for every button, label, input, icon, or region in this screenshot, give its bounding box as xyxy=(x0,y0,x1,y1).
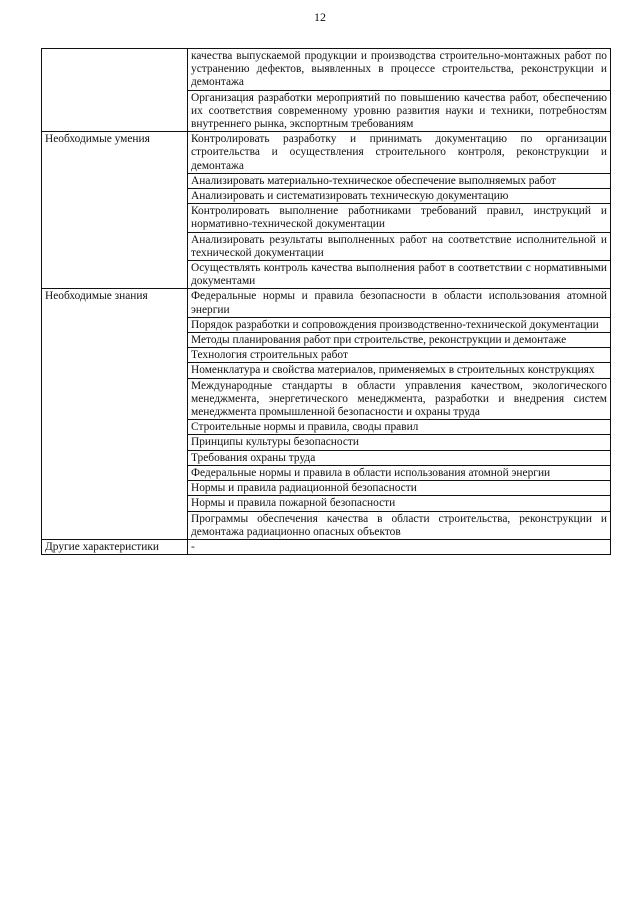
requirement-item: Международные стандарты в области управления качеством, экологического менеджмента, энергетического менеджмента, разработки и внедрения систем менеджмента промышленной безопасности и охраны труда xyxy=(188,378,611,420)
requirement-item: Анализировать и систематизировать техническую документацию xyxy=(188,189,611,204)
requirement-item: Нормы и правила пожарной безопасности xyxy=(188,496,611,511)
requirement-item: Федеральные нормы и правила в области использования атомной энергии xyxy=(188,465,611,480)
requirement-item: Федеральные нормы и правила безопасности в области использования атомной энергии xyxy=(188,289,611,317)
section-label xyxy=(42,49,188,132)
requirement-item: Осуществлять контроль качества выполнения работ в соответствии с нормативными документами xyxy=(188,261,611,289)
page-number: 12 xyxy=(314,10,326,24)
requirement-item: - xyxy=(188,539,611,554)
section-label: Необходимые знания xyxy=(42,289,188,539)
requirement-item: Порядок разработки и сопровождения производственно-технической документации xyxy=(188,317,611,332)
table-row xyxy=(42,132,611,174)
requirement-item: Номенклатура и свойства материалов, применяемых в строительных конструкциях xyxy=(188,363,611,378)
requirement-item: Программы обеспечения качества в области строительства, реконструкции и демонтажа радиационно опасных объектов xyxy=(188,511,611,539)
section-label: Необходимые умения xyxy=(42,132,188,289)
requirement-item: Строительные нормы и правила, своды правил xyxy=(188,420,611,435)
requirement-item: качества выпускаемой продукции и производства строительно-монтажных работ по устранению дефектов, выявленных в процессе строительства, реконструкции и демонтажа xyxy=(188,49,611,91)
section-label: Другие характеристики xyxy=(42,539,188,554)
qualification-table-body xyxy=(42,49,611,555)
requirement-item: Технология строительных работ xyxy=(188,348,611,363)
table-row xyxy=(42,49,611,91)
requirement-item: Анализировать результаты выполненных работ на соответствие исполнительной и технической документации xyxy=(188,232,611,260)
requirement-item: Требования охраны труда xyxy=(188,450,611,465)
table-row xyxy=(42,539,611,554)
table-row xyxy=(42,289,611,317)
requirement-item: Организация разработки мероприятий по повышению качества работ, обеспечению их соответствия современному уровню развития науки и техники, потребностям внутреннего рынка, экспортным требованиям xyxy=(188,90,611,132)
requirement-item: Контролировать выполнение работниками требований правил, инструкций и нормативно-технической документации xyxy=(188,204,611,232)
requirement-item: Контролировать разработку и принимать документацию по организации строительства и осуществления строительного контроля, реконструкции и демонтажа xyxy=(188,132,611,174)
qualification-table xyxy=(41,48,611,555)
requirement-item: Принципы культуры безопасности xyxy=(188,435,611,450)
requirement-item: Нормы и правила радиационной безопасности xyxy=(188,481,611,496)
requirement-item: Методы планирования работ при строительстве, реконструкции и демонтаже xyxy=(188,333,611,348)
requirement-item: Анализировать материально-техническое обеспечение выполняемых работ xyxy=(188,173,611,188)
